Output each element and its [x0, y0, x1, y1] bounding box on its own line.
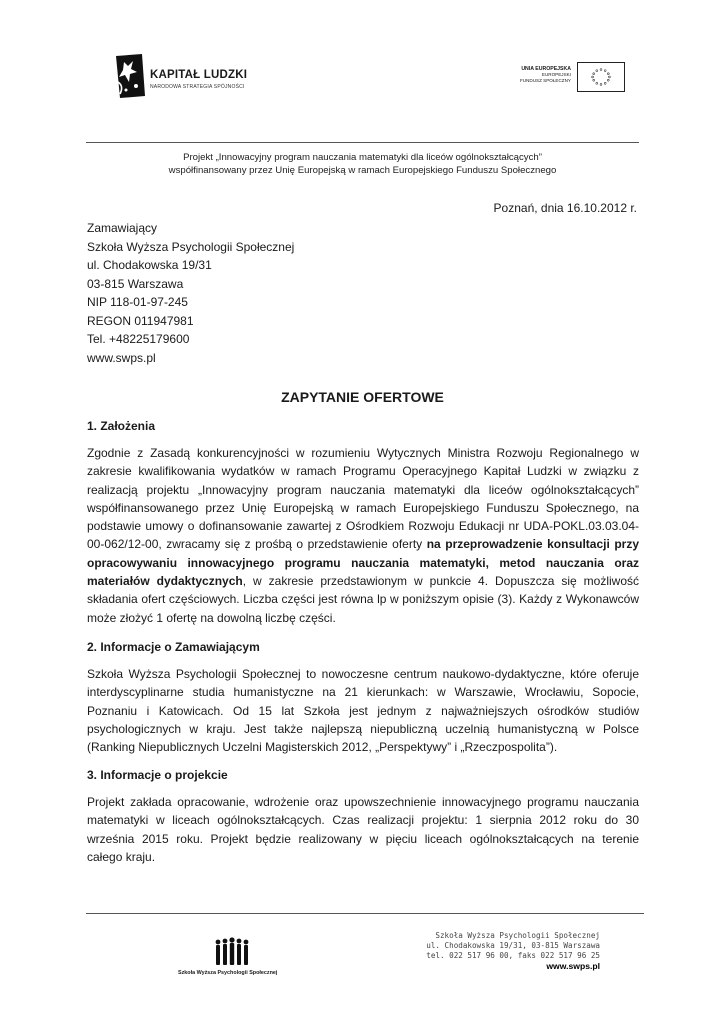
project-line-1: Projekt „Innowacyjny program nauczania matematyki dla liceów ogólnokształcących” — [183, 152, 542, 163]
section-3-paragraph — [87, 793, 639, 866]
paragraph-line: września 2015 roku. Projekt będzie realizowany w pięciu liceach ogólnokształcących na terenie — [87, 831, 639, 846]
address-line: 03-815 Warszawa — [87, 276, 184, 291]
paragraph-line: interdyscyplinarne studia humanistyczne na 21 kierunkach: w Warszawie, Wrocławiu, Sopocie, — [87, 685, 639, 700]
address-line: NIP 118-01-97-245 — [87, 295, 188, 309]
paragraph-text: 00-062/12-00, zwracamy się z prośbą o przedstawienie oferty — [87, 537, 427, 552]
section-1-paragraph — [87, 444, 639, 627]
paragraph-line: Projekt zakłada opracowanie, wdrożenie oraz upowszechnienie innowacyjnego programu nauczania — [87, 795, 639, 809]
paragraph-line: Szkoła Wyższa Psychologii Społecznej to nowoczesne centrum naukowo-dydaktyczne, które oferuje — [87, 667, 639, 681]
section-1-heading: 1. Założenia — [87, 419, 156, 433]
address-line-website: www.swps.pl — [87, 350, 156, 365]
section-2-paragraph — [87, 665, 639, 756]
section-2-heading: 2. Informacje o Zamawiającym — [87, 640, 260, 654]
kapital-ludzki-subtitle: NARODOWA STRATEGIA SPÓJNOŚCI — [150, 84, 245, 90]
address-line: ul. Chodakowska 19/31 — [87, 258, 212, 272]
people-silhouettes-icon — [214, 937, 250, 967]
footer-address-line: Szkoła Wyższa Psychologii Społecznej — [435, 931, 600, 940]
swps-footer-logo-text: Szkoła Wyższa Psychologii Społecznej — [178, 970, 278, 976]
eu-line-3: FUNDUSZ SPOŁECZNY — [519, 78, 571, 83]
paragraph-text: , w zakresie przedstawionym w punkcie 4. Dopuszcza się możliwość — [242, 574, 640, 589]
footer-divider — [86, 913, 644, 914]
project-line-2: współfinansowany przez Unię Europejską w ramach Europejskiego Funduszu Społecznego — [168, 165, 557, 176]
footer-website: www.swps.pl — [546, 961, 600, 971]
section-3-heading: 3. Informacje o projekcie — [87, 768, 228, 782]
paragraph-bold-text: na przeprowadzenie konsultacji przy — [426, 537, 639, 552]
paragraph-line: Poznaniu i Katowicach. Od 15 lat Szkoła jest jednym z najważniejszych ośrodków studiów — [87, 703, 639, 718]
document-title: ZAPYTANIE OFERTOWE — [281, 389, 444, 405]
paragraph-line: podstawie umowy o dofinansowanie zawartej z Ośrodkiem Rozwoju Edukacji nr UDA-POKL.03.03.04- — [87, 519, 639, 534]
kapital-ludzki-title: KAPITAŁ LUDZKI — [150, 69, 248, 81]
paragraph-line: całego kraju. — [87, 849, 156, 864]
header-divider — [86, 142, 639, 143]
place-date: Poznań, dnia 16.10.2012 r. — [493, 201, 637, 215]
paragraph-bold-text: materiałów dydaktycznych — [87, 574, 243, 589]
address-line: REGON 011947981 — [87, 313, 194, 328]
paragraph-line — [87, 554, 639, 572]
contracting-party-address — [87, 219, 294, 367]
footer-address-line: ul. Chodakowska 19/31, 03-815 Warszawa — [426, 941, 600, 950]
address-line: Zamawiający — [87, 221, 158, 235]
header-logos — [0, 0, 725, 140]
paragraph-bold-text: opracowywaniu innowacyjnego programu nauczania matematyki, metod nauczania oraz — [87, 555, 639, 570]
eu-logo-text — [520, 66, 571, 84]
eu-line-2: EUROPEJSKI — [541, 72, 571, 77]
eu-logo — [510, 62, 625, 94]
paragraph-line: psychologicznych w kraju. Jest także najlepszą niepubliczną uczelnią humanistyczną w Polsce — [87, 721, 639, 736]
paragraph-line — [87, 535, 639, 553]
eu-line-1: UNIA EUROPEJSKA — [521, 66, 571, 72]
swps-footer-logo — [178, 937, 288, 981]
paragraph-line: składania ofert częściowych. Liczba części jest równa lp w poniższym opisie (3). Każdy z Wykonawców — [87, 592, 639, 607]
paragraph-line: (Ranking Niepublicznych Uczelni Magisterskich 2012, „Perspektywy” i „Rzeczpospolita”). — [87, 740, 558, 755]
paragraph-line: matematyki w liceach ogólnokształcących. Czas realizacji projektu: 1 sierpnia 2012 roku do 30 — [87, 813, 639, 828]
footer-address — [400, 931, 600, 971]
kapital-ludzki-logo — [112, 52, 292, 102]
paragraph-line: współfinansowanego przez Unię Europejską w ramach Europejskiego Funduszu Społecznego, na — [87, 500, 639, 515]
paragraph-line: może złożyć 1 ofertę na dowolną liczbę części. — [87, 610, 336, 625]
address-line: Tel. +48225179600 — [87, 332, 190, 346]
address-line: Szkoła Wyższa Psychologii Społecznej — [87, 239, 295, 254]
paragraph-line: realizacją projektu „Innowacyjny program nauczania matematyki dla liceów ogólnokształcących” — [87, 482, 639, 497]
paragraph-line — [87, 572, 639, 590]
eu-flag-icon — [577, 62, 625, 92]
paragraph-line: Zgodnie z Zasadą konkurencyjności w rozumieniu Wytycznych Ministra Rozwoju Regionalnego w — [87, 446, 639, 460]
kapital-ludzki-mark-icon — [112, 52, 148, 100]
paragraph-line: zakresie kwalifikowania wydatków w ramach Programu Operacyjnego Kapitał Ludzki w związku z — [87, 464, 639, 479]
footer-address-line: tel. 022 517 96 00, faks 022 517 96 25 — [426, 951, 600, 960]
